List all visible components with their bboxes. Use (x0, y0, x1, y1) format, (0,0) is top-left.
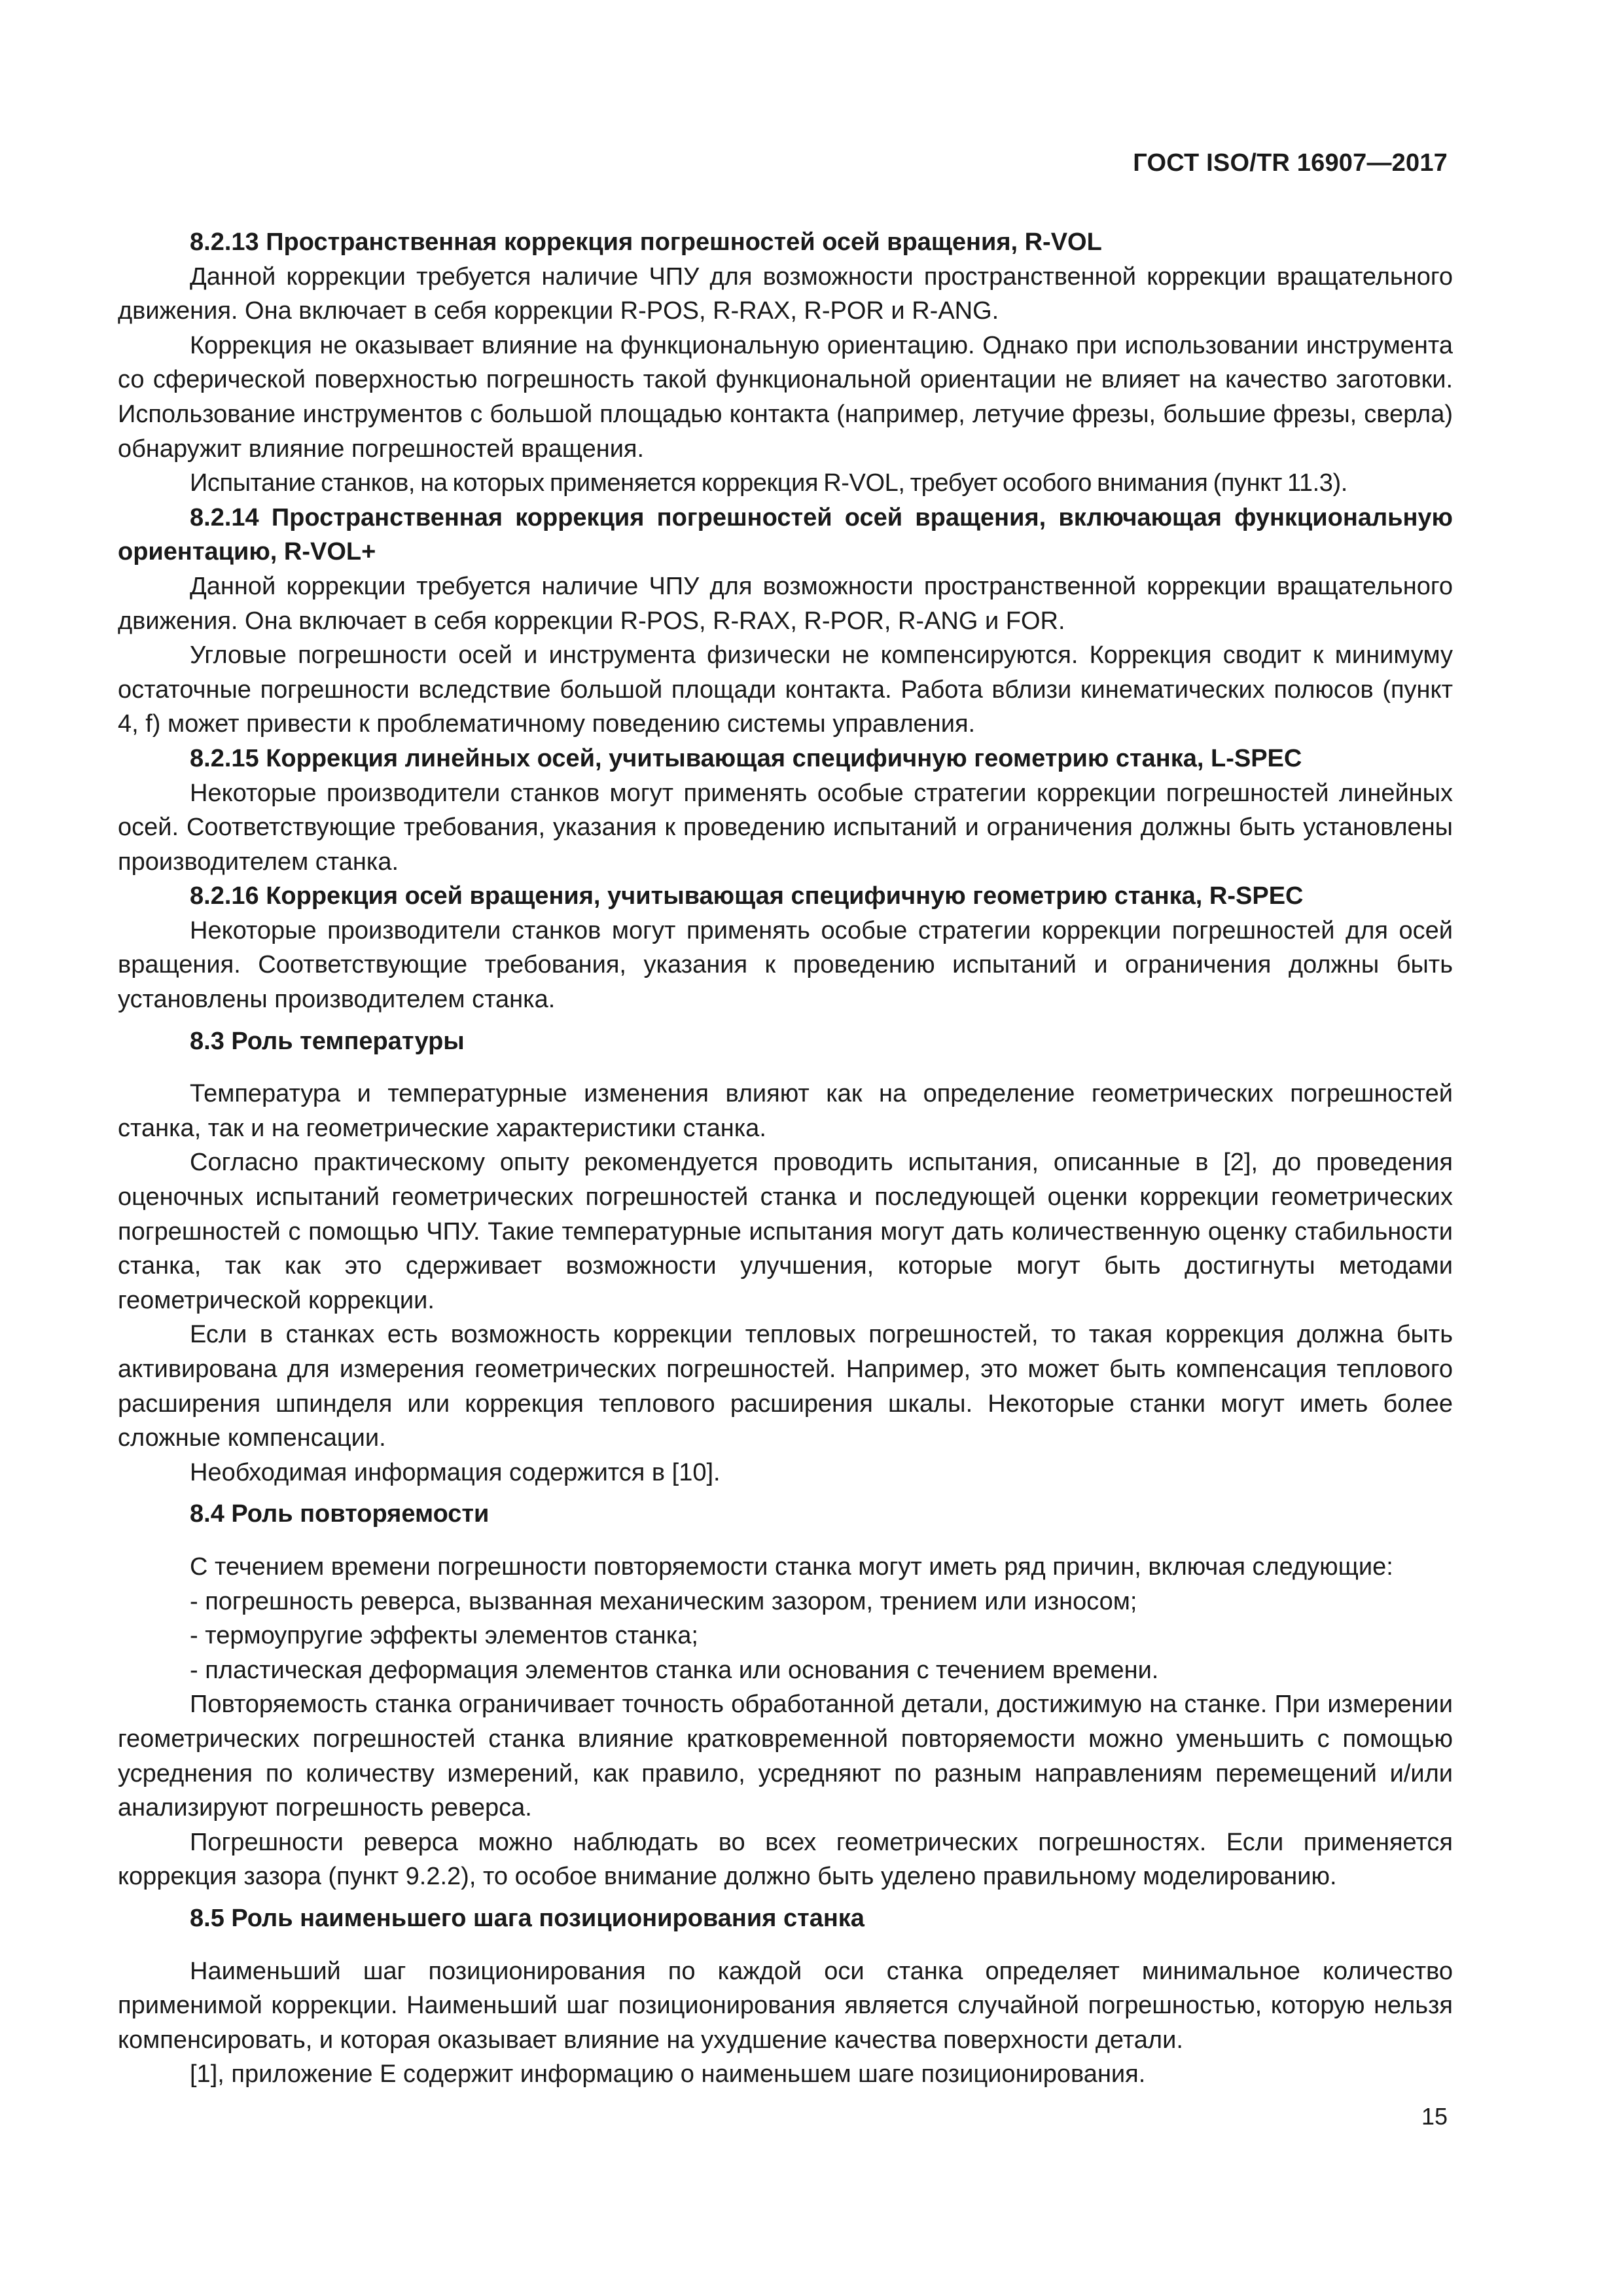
paragraph: Коррекция не оказывает влияние на функциональную ориентацию. Однако при использовании инструмента со сферической поверхностью погрешность такой функциональной ориентации не влияет на качество заготовки. Использование инструментов с большой площадью контакта (например, летучие фрезы, большие фрезы, сверла) обнаружит влияние погрешностей вращения. (118, 331, 1453, 463)
paragraph: С течением времени погрешности повторяемости станка могут иметь ряд причин, включая следующие: (190, 1552, 1393, 1581)
paragraph: Повторяемость станка ограничивает точность обработанной детали, достижимую на станке. При измерении геометрических погрешностей станка влияние кратковременной повторяемости можно уменьшить с помощью усреднения по количеству измерений, как правило, усредняют по разным направлениям перемещений и/или анализируют погрешность реверса. (118, 1691, 1453, 1822)
paragraph: [1], приложение E содержит информацию о наименьшем шаге позиционирования. (190, 2060, 1146, 2089)
paragraph: Данной коррекции требуется наличие ЧПУ для возможности пространственной коррекции вращательного движения. Она включает в себя коррекции R-POS, R-RAX, R-POR и R-ANG. (118, 262, 1453, 325)
section-heading-8-3: 8.3 Роль температуры (190, 1027, 465, 1055)
paragraph: Погрешности реверса можно наблюдать во всех геометрических погрешностях. Если применяется коррекция зазора (пункт 9.2.2), то особое внимание должно быть уделено правильному моделированию. (118, 1828, 1453, 1891)
paragraph: Необходимая информация содержится в [10]. (190, 1458, 721, 1486)
page-number: 15 (1421, 2103, 1448, 2130)
paragraph: Наименьший шаг позиционирования по каждой оси станка определяет минимальное количество применимой коррекции. Наименьший шаг позиционирования является случайной погрешностью, которую нельзя компенсировать, и которая оказывает влияние на ухудшение качества поверхности детали. (118, 1957, 1453, 2054)
heading-8-2-14: 8.2.14 Пространственная коррекция погрешностей осей вращения, включающая функциональную ориентацию, R-VOL+ (118, 503, 1453, 566)
paragraph: Некоторые производители станков могут применять особые стратегии коррекции погрешностей линейных осей. Соответствующие требования, указания к проведению испытаний и ограничения должны быть установлены производителем станка. (118, 779, 1453, 876)
paragraph: Если в станках есть возможность коррекции тепловых погрешностей, то такая коррекция должна быть активирована для измерения геометрических погрешностей. Например, это может быть компенсация теплового расширения шпинделя или коррекция теплового расширения шкалы. Некоторые станки могут иметь более сложные компенсации. (118, 1321, 1453, 1452)
list-item: - пластическая деформация элементов станка или основания с течением времени. (190, 1656, 1159, 1684)
paragraph: Согласно практическому опыту рекомендуется проводить испытания, описанные в [2], до проведения оценочных испытаний геометрических погрешностей станка и последующей оценки коррекции геометрических погрешностей с помощью ЧПУ. Такие температурные испытания могут дать количественную оценку стабильности станка, так как это сдерживает возможности улучшения, которые могут быть достигнуты методами геометрической коррекции. (118, 1149, 1453, 1314)
section-heading-8-5: 8.5 Роль наименьшего шага позиционирования станка (190, 1904, 865, 1932)
heading-8-2-15: 8.2.15 Коррекция линейных осей, учитывающая специфичную геометрию станка, L-SPEC (190, 744, 1302, 772)
paragraph: Испытание станков, на которых применяется коррекция R-VOL, требует особого внимания (пункт 11.3). (190, 469, 1347, 497)
paragraph: Данной коррекции требуется наличие ЧПУ для возможности пространственной коррекции вращательного движения. Она включает в себя коррекции R-POS, R-RAX, R-POR, R-ANG и FOR. (118, 572, 1453, 635)
paragraph: Температура и температурные изменения влияют как на определение геометрических погрешностей станка, так и на геометрические характеристики станка. (118, 1080, 1453, 1142)
paragraph: Угловые погрешности осей и инструмента физически не компенсируются. Коррекция сводит к минимуму остаточные погрешности вследствие большой площади контакта. Работа вблизи кинематических полюсов (пункт 4, f) может привести к проблематичному поведению системы управления. (118, 641, 1453, 738)
paragraph: Некоторые производители станков могут применять особые стратегии коррекции погрешностей для осей вращения. Соответствующие требования, указания к проведению испытаний и ограничения должны быть установлены производителем станка. (118, 916, 1453, 1014)
list-item: - термоупругие эффекты элементов станка; (190, 1622, 698, 1650)
document-body (118, 225, 1453, 2092)
heading-8-2-13: 8.2.13 Пространственная коррекция погрешностей осей вращения, R-VOL (190, 228, 1102, 256)
section-heading-8-4: 8.4 Роль повторяемости (190, 1500, 490, 1528)
heading-8-2-16: 8.2.16 Коррекция осей вращения, учитывающая специфичную геометрию станка, R-SPEC (190, 882, 1304, 910)
document-number: ГОСТ ISO/TR 16907—2017 (1133, 149, 1448, 177)
list-item: - погрешность реверса, вызванная механическим зазором, трением или износом; (190, 1587, 1137, 1615)
